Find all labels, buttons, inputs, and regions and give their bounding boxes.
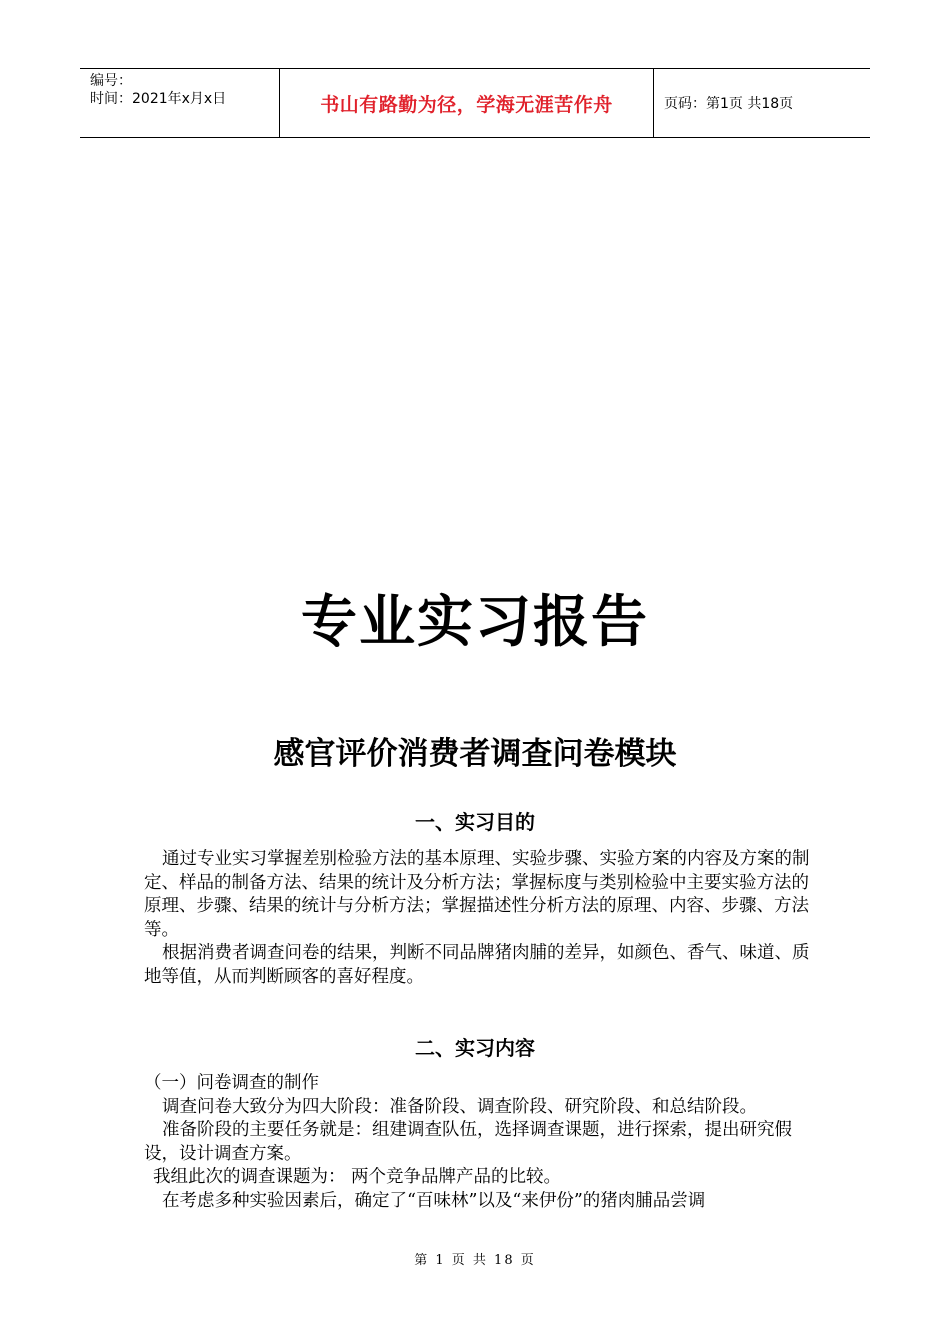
section2-heading: 二、实习内容 — [415, 1036, 535, 1060]
document-subtitle: 感官评价消费者调查问卷模块 — [273, 736, 677, 772]
document-title: 专业实习报告 — [301, 590, 649, 655]
section2-paragraph: 调查问卷大致分为四大阶段：准备阶段、调查阶段、研究阶段、和总结阶段。 — [162, 1096, 757, 1117]
section1-heading: 一、实习目的 — [415, 810, 535, 834]
header-page-info: 页码：第1页 共18页 — [664, 96, 794, 112]
number-label: 编号： — [90, 73, 132, 89]
section1-body — [144, 848, 810, 989]
time-label: 时间：2021年x月x日 — [90, 91, 227, 107]
section2-paragraph: 我组此次的调查课题为： 两个竞争品牌产品的比较。 — [153, 1167, 562, 1187]
section2-paragraph: 在考虑多种实验因素后，确定了“百味林”以及“来伊份”的猪肉脯品尝调 — [162, 1190, 706, 1211]
page-footer: 第 1 页 共 18 页 — [414, 1253, 536, 1268]
section1-paragraph: 根据消费者调查问卷的结果，判断不同品牌猪肉脯的差异，如颜色、香气、味道、质地等值，从而判断顾客的喜好程度。 — [144, 943, 810, 987]
header-motto: 书山有路勤为径，学海无涯苦作舟 — [280, 69, 654, 137]
section2-subheading: （一）问卷调查的制作 — [144, 1073, 319, 1093]
section2-paragraph: 准备阶段的主要任务就是：组建调查队伍，选择调查课题，进行探索，提出研究假设，设计调查方案。 — [144, 1120, 792, 1164]
header-meta — [80, 69, 280, 137]
section1-paragraph: 通过专业实习掌握差别检验方法的基本原理、实验步骤、实验方案的内容及方案的制定、样品的制备方法、结果的统计及分析方法；掌握标度与类别检验中主要实验方法的原理、步骤、结果的统计与分析方法；掌握描述性分析方法的原理、内容、步骤、方法等。 — [144, 849, 810, 940]
header-table — [80, 68, 870, 138]
section2-body — [144, 1072, 810, 1213]
